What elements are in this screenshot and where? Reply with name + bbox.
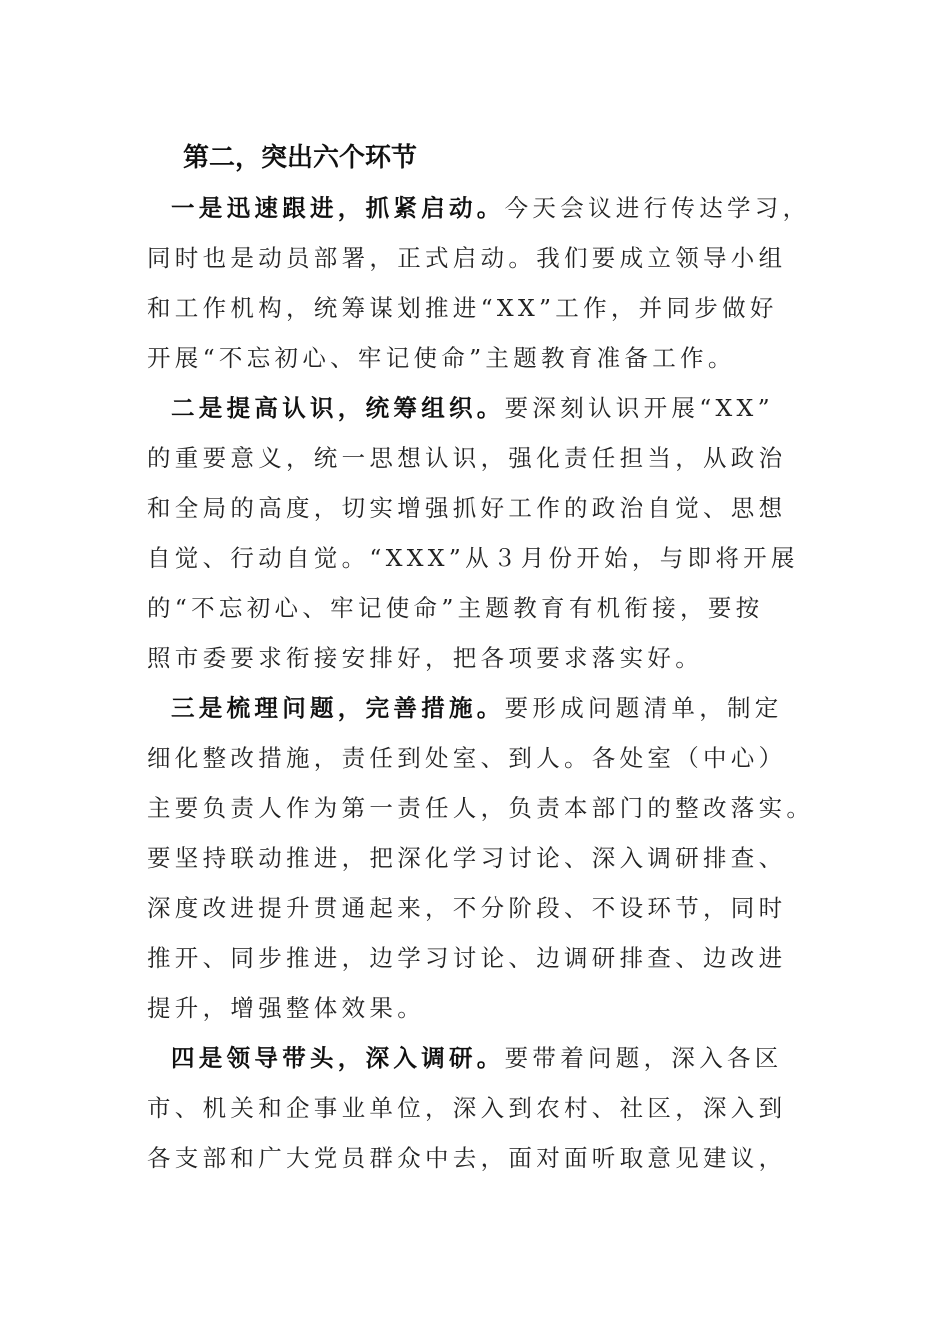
section-heading: 第二，突出六个环节 (183, 143, 418, 173)
paragraph-4-line-3: 各支部和广大党员群众中去，面对面听取意见建议， (147, 1144, 787, 1172)
paragraph-1-lead: 一是迅速跟进，抓紧启动。 (171, 194, 505, 222)
paragraph-1-line-3: 和工作机构，统筹谋划推进“XX”工作，并同步做好 (147, 294, 778, 322)
paragraph-2-line-6: 照市委要求衔接安排好，把各项要求落实好。 (147, 644, 703, 672)
paragraph-2-line-2: 的重要意义，统一思想认识，强化责任担当，从政治 (147, 444, 787, 472)
paragraph-3-line-3: 主要负责人作为第一责任人，负责本部门的整改落实。 (147, 794, 815, 822)
paragraph-2-line-1 (171, 388, 774, 428)
paragraph-3-text: 要形成问题清单，制定 (504, 694, 783, 722)
paragraph-4-lead: 四是领导带头，深入调研。 (171, 1044, 505, 1072)
paragraph-1-line-1 (171, 188, 810, 228)
paragraph-2-line-5: 的“不忘初心、牢记使命”主题教育有机衔接，要按 (147, 594, 764, 622)
paragraph-4-line-2: 市、机关和企事业单位，深入到农村、社区，深入到 (147, 1094, 787, 1122)
paragraph-2-line-3: 和全局的高度，切实增强抓好工作的政治自觉、思想 (147, 494, 787, 522)
paragraph-3-lead: 三是梳理问题，完善措施。 (171, 694, 505, 722)
paragraph-2-text: 要深刻认识开展“XX” (504, 394, 774, 422)
paragraph-3-line-4: 要坚持联动推进，把深化学习讨论、深入调研排查、 (147, 844, 787, 872)
paragraph-3-line-2: 细化整改措施，责任到处室、到人。各处室（中心） (147, 744, 787, 772)
paragraph-2-lead: 二是提高认识，统筹组织。 (171, 394, 505, 422)
paragraph-3-line-6: 推开、同步推进，边学习讨论、边调研排查、边改进 (147, 944, 787, 972)
paragraph-4-line-1 (171, 1038, 783, 1078)
paragraph-3-line-1 (171, 688, 783, 728)
paragraph-1-line-4: 开展“不忘初心、牢记使命”主题教育准备工作。 (147, 344, 736, 372)
paragraph-2-line-4: 自觉、行动自觉。“XXX”从３月份开始，与即将开展 (147, 544, 799, 572)
paragraph-4-text: 要带着问题，深入各区 (504, 1044, 783, 1072)
paragraph-1-line-2: 同时也是动员部署，正式启动。我们要成立领导小组 (147, 244, 787, 272)
paragraph-3-line-7: 提升，增强整体效果。 (147, 994, 425, 1022)
paragraph-3-line-5: 深度改进提升贯通起来，不分阶段、不设环节，同时 (147, 894, 787, 922)
paragraph-1-text: 今天会议进行传达学习， (504, 194, 811, 222)
